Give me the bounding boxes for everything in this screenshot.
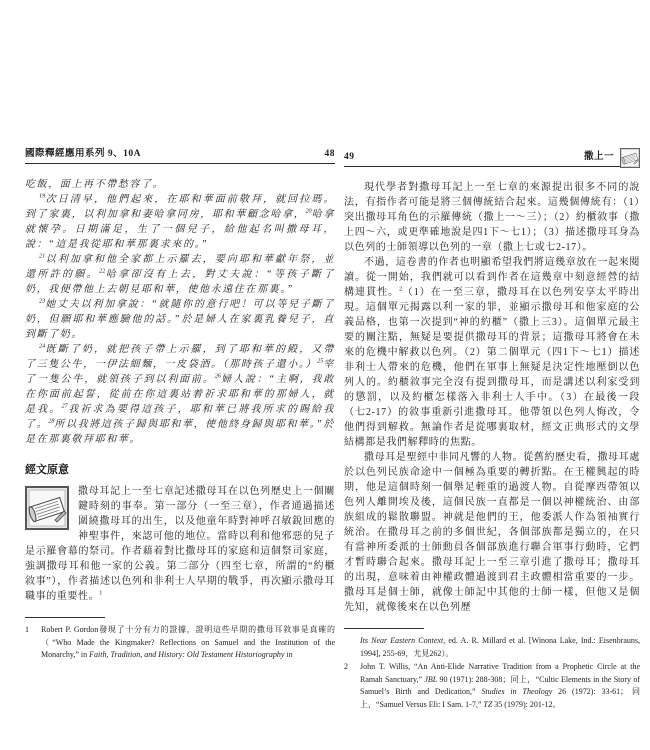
body-paragraph: 現代學者對撒母耳記上一至七章的來源提出很多不同的說法，有指作者可能是將三個傳統結合起來。這幾個傳統有：（1）突出撒母耳角色的示羅傳統（撒上一～三）；（2）約櫃敘事（撒上四～六，或更準確地說是四1下～七1）；（3）描述撒母耳身為以色列的士師領導以色列的一章（撒上七或七2-17）。 [344,182,640,253]
scripture-block [25,177,335,447]
section-text: 撒母耳記上一至七章記述撒母耳在以色列歷史上一個關鍵時刻的事奉。第一部分（一至三章），作者通過描述圍繞撒母耳的出生，以及他童年時對神呼召敏銳回應的神聖事件，來認可他的地位。當時以利和他邪惡的兒子是示羅會幕的祭司。作者藉着對比撒母耳的家庭和這個祭司家庭，強調撒母耳和他一家的公義。第二部分（四至七章，所謂的“約櫃敘事”），作者描述以色列和非利士人早期的戰爭，再次顯示撒母耳職事的重要性。$^1$ [25,486,335,602]
scripture-paragraph: $^{21}$以利加拿和他全家都上示羅去，要向耶和華獻年祭，並還所許的願。$^{22}$哈拿卻沒有上去，對丈夫說：“等孩子斷了奶，我便帶他上去朝見耶和華，使他永遠住在那裏。” [25,252,335,295]
footnote-separator [344,628,424,629]
scripture-paragraph: 吃飯，面上再不帶愁容了。 [25,179,165,190]
section-body [25,484,335,604]
page-left [25,145,335,725]
scripture-paragraph: $^{24}$既斷了奶，就把孩子帶上示羅，到了耶和華的殿，又帶了三隻公牛，一伊法細麵，一皮袋酒。（那時孩子還小。）$^{25}$宰了一隻公牛，就領孩子到以利面前。$^{26}$婦人說：“主啊，我敢在你面前起誓，從前在你這裏站着祈求耶和華的那婦人，就是我。$^{27}$我祈求為要得這孩子，耶和華已將我所求的賜給我了。$^{28}$所以我將這孩子歸與耶和華，使他終身歸與耶和華。”於是在那裏敬拜耶和華。 [25,342,335,445]
left-page-number: 48 [324,149,335,159]
footnote-separator [25,617,105,618]
scripture-paragraph: $^{19}$次日清早，他們起來，在耶和華面前敬拜，就回拉瑪。到了家裏，以利加拿和妻哈拿同房，耶和華顧念哈拿，$^{20}$哈拿就懷孕。日期滿足，生了一個兒子，給他起名叫撒母耳，說：“這是我從耶和華那裏求來的。” [25,192,335,250]
right-footnotes [344,635,640,711]
section-heading: 經文原意 [25,464,69,476]
footnote-number: 2 [344,662,348,671]
scripture-paragraph: $^{23}$她丈夫以利加拿說：“就隨你的意行吧！可以等兒子斷了奶，但願耶和華應驗他的話。”於是婦人在家裏乳養兒子，直到斷了奶。 [25,297,335,340]
body-paragraph: 不過，這卷書的作者也明顯希望我們將這幾章放在一起來閱讀。從一開始，我們就可以看到作者在這幾章中刻意經營的結構連貫性。$^2$（1）在一至三章，撒母耳在以色列安享太平時出現。這個單元揭露以利一家的罪，並顯示撒母耳和他家庭的公義品格，也第一次提到“神的約櫃”（撒上三3）。這個單元最主要的關注點，無疑是要提供撒母耳的背景；這撒母耳將會在未來的危機中解救以色列。（2）第二個單元（四1下～七1）描述非利士人帶來的危機，他們在軍事上無疑是決定性地壓倒以色列人的。約櫃敘事完全沒有提到撒母耳，而是講述以利家受到的懲罰，以及約櫃怎樣落入非利士人手中。（3）在最後一段（七2-17）的敘事重新引進撒母耳。他帶領以色列人悔改，令他們得到解救。無論作者是從哪裏取材，經文正典形式的文學結構都是我們解釋時的焦點。 [344,257,640,448]
left-page-header [25,145,335,164]
footnote [344,661,640,711]
footnote-text: John T. Willis, “An Anti-Elide Narrative Tradition from a Prophetic Circle at the Ramah Sanctuary,” JBL 90 (1971): 288-308；同上，“Cultic Elements in the Story of Samuel’s Birth and Dedication,” Studies in Theology 26 (1972): 33-61；同上，“Samuel Versus Eli: I Sam. 1-7,” TZ 35 (1979): 201-12。 [360,662,640,709]
footnote-text: Its Near Eastern Context, ed. A. R. Millard et al. [Winona Lake, Ind.: Eisenbrauns, 1994], 255-69，尤見262）。 [360,636,640,658]
scroll-icon [620,148,640,165]
right-page-header [344,145,640,167]
footnote [25,624,335,662]
left-footnotes [25,624,335,662]
chapter-title: 撒上一 [583,152,614,162]
page-right [344,145,640,725]
scroll-icon [25,486,69,530]
series-title: 國際釋經應用系列 9、10A [25,149,141,159]
right-body [344,180,640,615]
footnote [344,635,640,660]
footnote-text: Robert P. Gordon發現了十分有力的證據，證明這些早期的撒母耳敘事是真確的（“Who Made the Kingmaker? Reflections on Samuel and the Institution of the Monarchy,” in Faith, Tradition, and History: Old Testament Historiography in [41,625,335,659]
body-paragraph: 撒母耳是聖經中非同凡響的人物。從舊約歷史看，撒母耳處於以色列民族命途中一個極為重要的轉折點。在王權興起的時期，他是這個時刻一個舉足輕重的過渡人物。自從摩西帶領以色列人離開埃及後，這個民族一直都是一個以神權統治、由部族組成的鬆散聯盟。神就是他們的王，他委派人作為領袖實行統治。在撒母耳之前的多個世紀，各個部族都是獨立的，在只有當神所委派的士師動員各個部族進行聯合軍事行動時，它們才暫時聯合起來。撒母耳記上一至三章引進了撒母耳；撒母耳的出現，意味着由神權政體過渡到君主政體相當重要的一步。撒母耳是個士師，就像士師記中其他的士師一樣，但他又是個先知，就像後來在以色列歷 [344,452,640,613]
footnote-number [344,635,360,660]
footnote-number: 1 [25,625,29,634]
right-page-number: 49 [344,152,355,162]
